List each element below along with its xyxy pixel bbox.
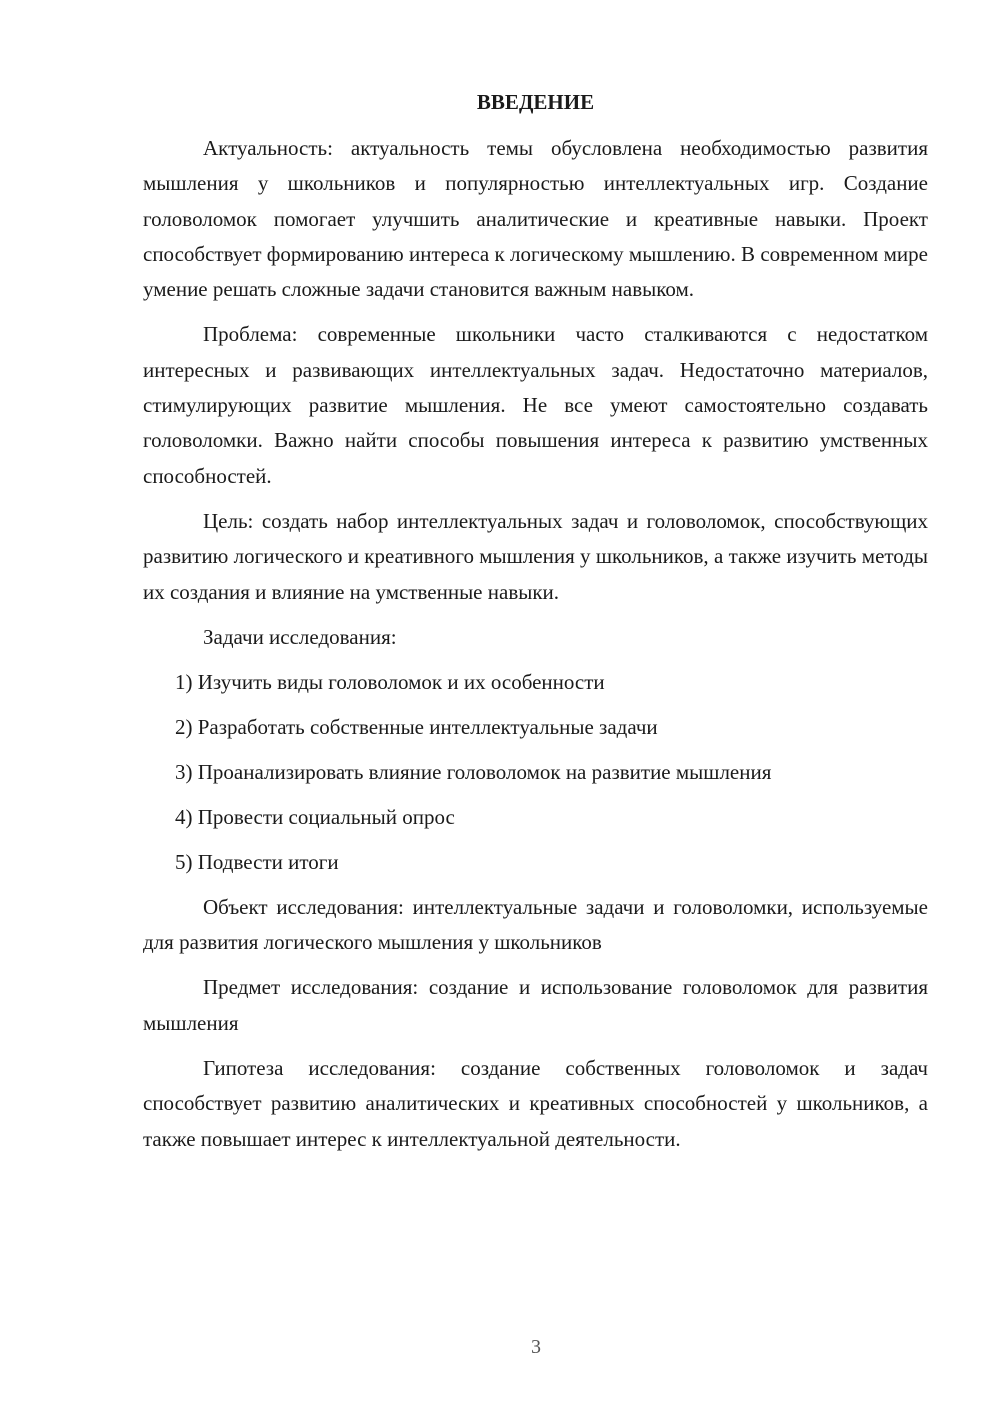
subject-paragraph: Предмет исследования: создание и использование головоломок для развития мышления <box>143 975 928 1035</box>
task-item-3: 3) Проанализировать влияние головоломок на развитие мышления <box>175 759 772 784</box>
relevance-paragraph: Актуальность: актуальность темы обусловлена необходимостью развития мышления у школьников и популярностью интеллектуальных игр. Создание головоломок помогает улучшить аналитические и креативные навыки. Проект способствует формированию интереса к логическому мышлению. В современном мире умение решать сложные задачи становится важным навыком. <box>143 136 928 302</box>
task-list <box>143 665 928 880</box>
page-title: ВВЕДЕНИЕ <box>476 90 595 114</box>
hypothesis-paragraph: Гипотеза исследования: создание собственных головоломок и задач способствует развитию аналитических и креативных способностей у школьников, а также повышает интерес к интеллектуальной деятельности. <box>143 1056 928 1151</box>
page-number: 3 <box>531 1336 541 1358</box>
document-page <box>143 92 928 1167</box>
task-item-5: 5) Подвести итоги <box>175 849 339 874</box>
object-paragraph: Объект исследования: интеллектуальные задачи и головоломки, используемые для развития логического мышления у школьников <box>143 894 928 955</box>
tasks-heading: Задачи исследования: <box>203 624 397 649</box>
task-item-2: 2) Разработать собственные интеллектуальные задачи <box>175 714 658 739</box>
goal-paragraph: Цель: создать набор интеллектуальных задач и головоломок, способствующих развитию логического и креативного мышления у школьников, а также изучить методы их создания и влияние на умственные навыки. <box>143 508 928 604</box>
problem-paragraph: Проблема: современные школьники часто сталкиваются с недостатком интересных и развивающих интеллектуальных задач. Недостаточно материалов, стимулирующих развитие мышления. Не все умеют самостоятельно создавать головоломки. Важно найти способы повышения интереса к развитию умственных способностей. <box>143 322 928 488</box>
task-item-4: 4) Провести социальный опрос <box>175 804 455 829</box>
task-item-1: 1) Изучить виды головоломок и их особенности <box>175 669 605 694</box>
